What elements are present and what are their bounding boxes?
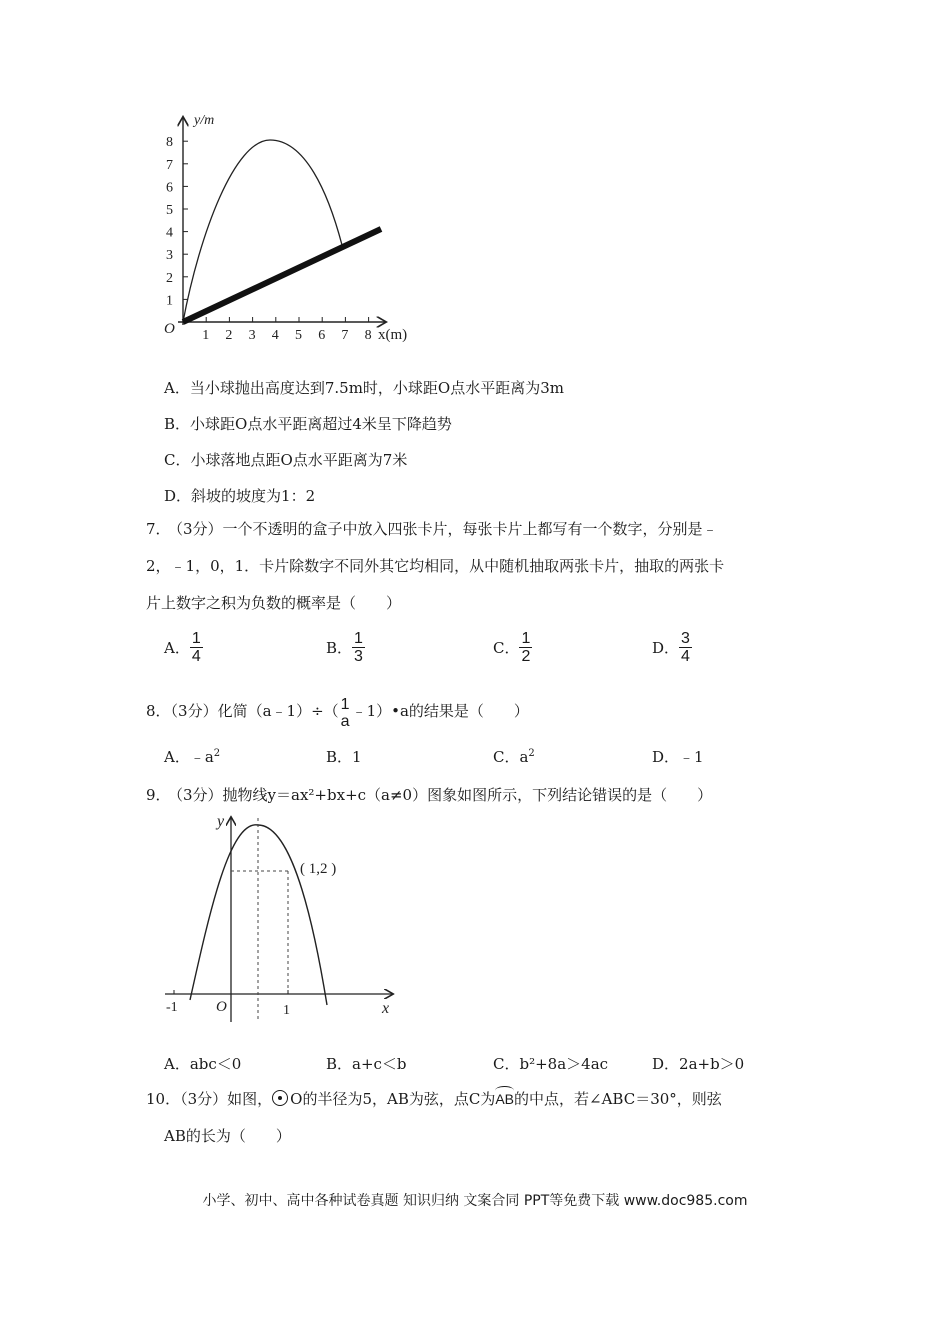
page-footer: 小学、初中、高中各种试卷真题 知识归纳 文案合同 PPT等免费下载 www.doc985.com bbox=[202, 1193, 748, 1209]
q8-frac-num: 1 bbox=[340, 696, 350, 713]
y-tick-label: 6 bbox=[166, 180, 173, 196]
q7-option: A． $\frac{1}{4}$ bbox=[164, 630, 201, 665]
q10-part2: O的半径为5，AB为弦，点C为 bbox=[290, 1090, 496, 1108]
y-tick-label: 5 bbox=[166, 203, 173, 218]
x-tick-label: 1 bbox=[202, 328, 210, 343]
q8-option: B．1 bbox=[326, 748, 362, 766]
y-tick-label: 4 bbox=[166, 225, 173, 241]
q7-option: D． $\frac{3}{4}$ bbox=[652, 630, 690, 665]
ball-trajectory bbox=[183, 140, 342, 322]
q6-option: B．小球距O点水平距离超过4米呈下降趋势 bbox=[164, 415, 452, 433]
q9-text: （3分）抛物线y＝ax²+bx+c（a≠0）图象如图所示，下列结论错误的是（ ） bbox=[168, 786, 713, 804]
q8-option: C．$a^2$ bbox=[493, 748, 535, 766]
x-tick-label: 2 bbox=[225, 328, 233, 343]
origin-label: O bbox=[216, 999, 227, 1015]
y-tick-label: 7 bbox=[166, 157, 173, 173]
origin-label: O bbox=[164, 321, 175, 337]
q6-option: D．斜坡的坡度为1：2 bbox=[164, 487, 316, 505]
q10-part1: （3分）如图， bbox=[180, 1090, 273, 1108]
q6-option: C．小球落地点距O点水平距离为7米 bbox=[164, 451, 408, 469]
q7-line1: （3分）一个不透明的盒子中放入四张卡片，每张卡片上都写有一个数字，分别是﹣ bbox=[168, 520, 718, 538]
q8-fraction bbox=[339, 696, 352, 730]
q9-option: C．b²+8a＞4ac bbox=[493, 1055, 609, 1073]
neg-one-label: -1 bbox=[166, 1000, 178, 1015]
q8-number: 8． bbox=[146, 702, 171, 720]
q9-option: B．a+c＜b bbox=[326, 1055, 407, 1073]
q8-after: ﹣1）•a的结果是（ ） bbox=[351, 702, 529, 720]
slope-line bbox=[183, 229, 381, 322]
projectile-figure bbox=[160, 112, 408, 347]
x-tick-label: 5 bbox=[295, 328, 302, 343]
q7-option: B． $\frac{1}{3}$ bbox=[326, 630, 363, 665]
circle-dot-icon bbox=[272, 1090, 288, 1106]
x-axis-label: x(m) bbox=[378, 327, 408, 343]
q7-number: 7． bbox=[146, 520, 171, 538]
x-tick-label: 6 bbox=[318, 328, 326, 343]
q6-option: A．当小球抛出高度达到7.5m时，小球距O点水平距离为3m bbox=[164, 379, 564, 397]
q7-option: C． $\frac{1}{2}$ bbox=[493, 630, 531, 665]
q9-number: 9． bbox=[146, 786, 171, 804]
y-tick-label: 3 bbox=[166, 248, 173, 264]
q8-frac-den: a bbox=[340, 713, 350, 730]
q9-option: A．abc＜0 bbox=[164, 1055, 242, 1073]
q9-option: D．2a+b＞0 bbox=[652, 1055, 745, 1073]
x-tick-label: 7 bbox=[341, 328, 349, 343]
y-label: y bbox=[217, 813, 225, 830]
parabola-figure bbox=[160, 810, 400, 1030]
y-axis-label: y/m bbox=[194, 113, 215, 128]
y-tick-label: 2 bbox=[166, 270, 173, 286]
q10-number: 10． bbox=[146, 1090, 181, 1108]
q8-before: （3分）化简（a﹣1）÷（ bbox=[170, 702, 339, 720]
one-label: 1 bbox=[283, 1003, 290, 1018]
q10-line1 bbox=[146, 1088, 722, 1109]
y-tick-label: 8 bbox=[166, 135, 173, 151]
q10-line2: AB的长为（ ） bbox=[164, 1127, 291, 1145]
q7-line3: 片上数字之积为负数的概率是（ ） bbox=[146, 594, 402, 612]
q8-option: A．$﹣a^2$ bbox=[164, 748, 221, 766]
y-tick-label: 1 bbox=[166, 293, 173, 309]
point-label: ( 1,2 ) bbox=[300, 861, 337, 877]
arc-ab: AB bbox=[495, 1091, 515, 1107]
x-tick-label: 4 bbox=[271, 328, 279, 343]
q7-line2: 2，﹣1，0，1．卡片除数字不同外其它均相同，从中随机抽取两张卡片，抽取的两张卡 bbox=[146, 557, 725, 575]
x-tick-label: 8 bbox=[364, 328, 372, 343]
q10-part3: 的中点，若∠ABC＝30°，则弦 bbox=[514, 1090, 722, 1108]
x-label: x bbox=[382, 1000, 390, 1017]
q8-question bbox=[146, 696, 529, 730]
x-tick-label: 3 bbox=[248, 328, 256, 343]
q8-option: D．﹣1 bbox=[652, 748, 704, 766]
